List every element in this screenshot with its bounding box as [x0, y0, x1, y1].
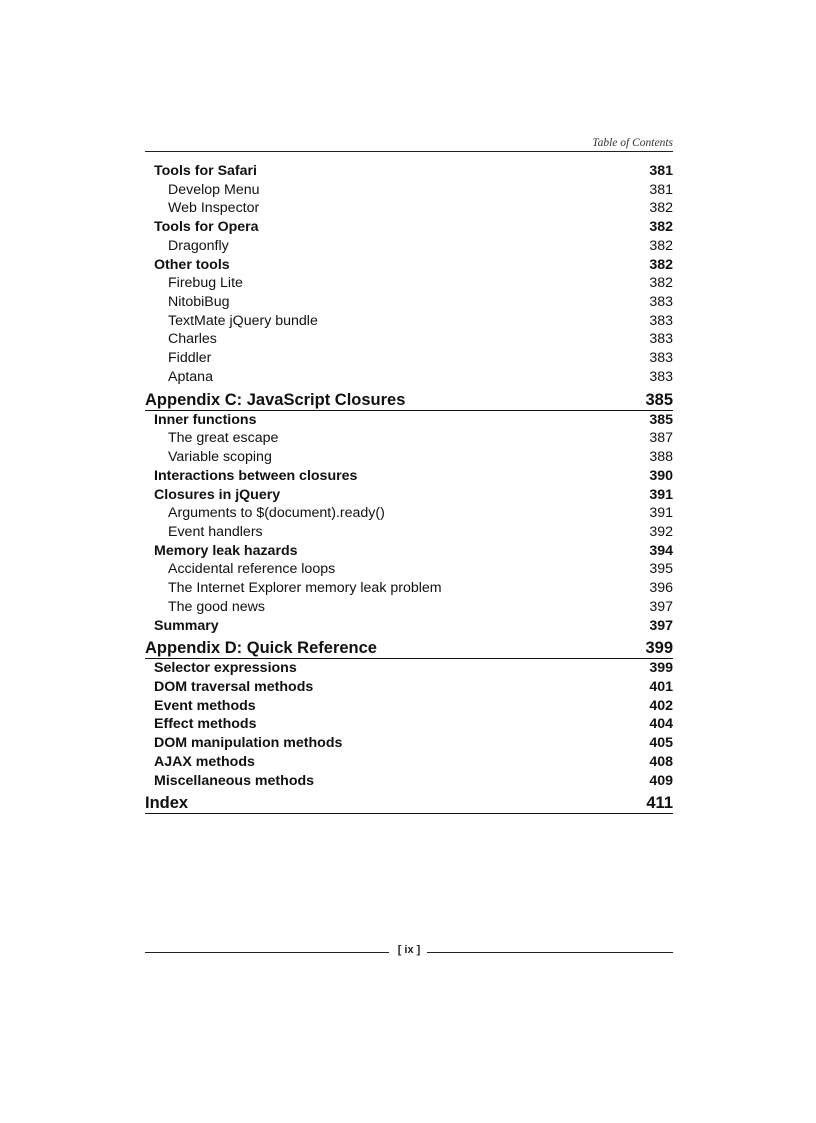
toc-chapter-appendix-d[interactable] — [145, 638, 673, 659]
toc-subsection-the-good-news[interactable] — [145, 598, 673, 617]
toc-entry-page-number: 385 — [645, 390, 673, 409]
toc-entry-page-number: 385 — [649, 411, 673, 428]
toc-entry-title: Other tools — [154, 256, 230, 273]
toc-entry-title: Closures in jQuery — [154, 486, 281, 503]
toc-subsection-event-handlers[interactable] — [145, 523, 673, 542]
toc-entry-title: Dragonfly — [168, 237, 229, 254]
toc-section-interactions-between-closures[interactable] — [145, 467, 673, 486]
toc-section-closures-in-jquery[interactable] — [145, 486, 673, 505]
toc-entry-page-number: 382 — [649, 256, 673, 273]
toc-entry-page-number: 392 — [649, 523, 673, 540]
footer-rule-right — [427, 952, 673, 953]
toc-subsection-arguments-to-document-ready[interactable] — [145, 504, 673, 523]
toc-section-summary[interactable] — [145, 617, 673, 636]
toc-entry-page-number: 405 — [649, 735, 673, 752]
toc-entry-title: Index — [145, 794, 189, 813]
toc-entry-title: Firebug Lite — [168, 275, 243, 292]
toc-section-miscellaneous-methods[interactable] — [145, 772, 673, 791]
toc-subsection-fiddler[interactable] — [145, 349, 673, 368]
toc-entry-page-number: 381 — [649, 163, 673, 179]
toc-entry-page-number: 382 — [649, 200, 673, 217]
toc-subsection-ie-memory-leak-problem[interactable] — [145, 579, 673, 598]
toc-section-inner-functions[interactable] — [145, 411, 673, 430]
running-header — [145, 133, 673, 152]
toc-entry-page-number: 395 — [649, 561, 673, 578]
toc-entry-page-number: 391 — [649, 505, 673, 522]
toc-entry-title: Tools for Safari — [154, 163, 258, 179]
toc-entry-title: Interactions between closures — [154, 467, 358, 484]
toc-entry-title: The good news — [168, 598, 266, 615]
toc-entry-title: The great escape — [168, 430, 279, 447]
toc-entry-title: Event methods — [154, 697, 256, 714]
toc-subsection-dragonfly[interactable] — [145, 237, 673, 256]
toc-entry-page-number: 399 — [645, 639, 673, 658]
toc-subsection-firebug-lite[interactable] — [145, 274, 673, 293]
toc-section-effect-methods[interactable] — [145, 715, 673, 734]
toc-section-selector-expressions[interactable] — [145, 659, 673, 678]
toc-entry-title: Fiddler — [168, 350, 212, 367]
toc-entry-page-number: 383 — [649, 294, 673, 311]
toc-entry-title: Aptana — [168, 368, 213, 385]
toc-entry-title: Accidental reference loops — [168, 561, 336, 578]
toc-entry-title: DOM manipulation methods — [154, 735, 343, 752]
toc-subsection-develop-menu[interactable] — [145, 181, 673, 200]
toc-entry-page-number: 382 — [649, 275, 673, 292]
toc-entry-title: Inner functions — [154, 411, 257, 428]
toc-section-ajax-methods[interactable] — [145, 753, 673, 772]
toc-entry-title: Memory leak hazards — [154, 542, 298, 559]
toc-entry-title: Appendix C: JavaScript Closures — [145, 390, 406, 409]
toc-entry-title: Appendix D: Quick Reference — [145, 639, 377, 658]
toc-entry-page-number: 382 — [649, 237, 673, 254]
toc-entry-title: TextMate jQuery bundle — [168, 312, 318, 329]
toc-entry-title: Arguments to $(document).ready() — [168, 505, 385, 522]
toc-entry-page-number: 381 — [649, 181, 673, 198]
toc-chapter-index[interactable] — [145, 793, 673, 814]
toc-entry-page-number: 390 — [649, 467, 673, 484]
toc-entry-page-number: 399 — [649, 660, 673, 677]
toc-subsection-nitobibug[interactable] — [145, 293, 673, 312]
table-of-contents — [145, 162, 673, 814]
toc-subsection-charles[interactable] — [145, 330, 673, 349]
toc-section-event-methods[interactable] — [145, 697, 673, 716]
toc-entry-page-number: 383 — [649, 312, 673, 329]
page-footer — [145, 943, 673, 963]
toc-section-tools-for-safari[interactable] — [145, 162, 673, 181]
toc-entry-page-number: 397 — [649, 598, 673, 615]
toc-entry-title: DOM traversal methods — [154, 678, 314, 695]
toc-entry-title: NitobiBug — [168, 294, 230, 311]
toc-entry-title: Miscellaneous methods — [154, 772, 315, 789]
toc-entry-title: Selector expressions — [154, 660, 297, 677]
toc-entry-page-number: 388 — [649, 449, 673, 466]
toc-entry-title: Tools for Opera — [154, 219, 259, 236]
toc-entry-title: The Internet Explorer memory leak problem — [168, 580, 442, 597]
toc-entry-title: Summary — [154, 617, 219, 634]
toc-entry-page-number: 409 — [649, 772, 673, 789]
toc-entry-page-number: 394 — [649, 542, 673, 559]
toc-section-other-tools[interactable] — [145, 256, 673, 275]
toc-subsection-variable-scoping[interactable] — [145, 448, 673, 467]
toc-entry-page-number: 397 — [649, 617, 673, 634]
toc-subsection-the-great-escape[interactable] — [145, 429, 673, 448]
toc-entry-page-number: 382 — [649, 219, 673, 236]
toc-subsection-aptana[interactable] — [145, 368, 673, 387]
toc-chapter-appendix-c[interactable] — [145, 390, 673, 411]
page-number: [ ix ] — [397, 944, 421, 956]
toc-subsection-textmate-jquery-bundle[interactable] — [145, 312, 673, 331]
running-header-title: Table of Contents — [592, 137, 673, 149]
toc-subsection-web-inspector[interactable] — [145, 199, 673, 218]
toc-entry-page-number: 404 — [649, 716, 673, 733]
toc-section-memory-leak-hazards[interactable] — [145, 542, 673, 561]
toc-entry-title: AJAX methods — [154, 753, 255, 770]
toc-entry-page-number: 411 — [646, 794, 673, 813]
toc-entry-page-number: 383 — [649, 350, 673, 367]
toc-section-tools-for-opera[interactable] — [145, 218, 673, 237]
toc-section-dom-traversal-methods[interactable] — [145, 678, 673, 697]
toc-entry-page-number: 387 — [649, 430, 673, 447]
toc-entry-page-number: 383 — [649, 331, 673, 348]
toc-entry-title: Event handlers — [168, 523, 263, 540]
toc-entry-page-number: 401 — [649, 678, 673, 695]
toc-entry-page-number: 396 — [649, 580, 673, 597]
toc-entry-page-number: 383 — [649, 368, 673, 385]
toc-subsection-accidental-reference-loops[interactable] — [145, 560, 673, 579]
toc-entry-title: Develop Menu — [168, 181, 260, 198]
toc-section-dom-manipulation-methods[interactable] — [145, 734, 673, 753]
toc-entry-title: Charles — [168, 331, 217, 348]
toc-entry-page-number: 402 — [649, 697, 673, 714]
toc-entry-page-number: 391 — [649, 486, 673, 503]
toc-entry-title: Effect methods — [154, 716, 257, 733]
toc-entry-title: Variable scoping — [168, 449, 272, 466]
toc-entry-title: Web Inspector — [168, 200, 260, 217]
toc-entry-page-number: 408 — [649, 753, 673, 770]
